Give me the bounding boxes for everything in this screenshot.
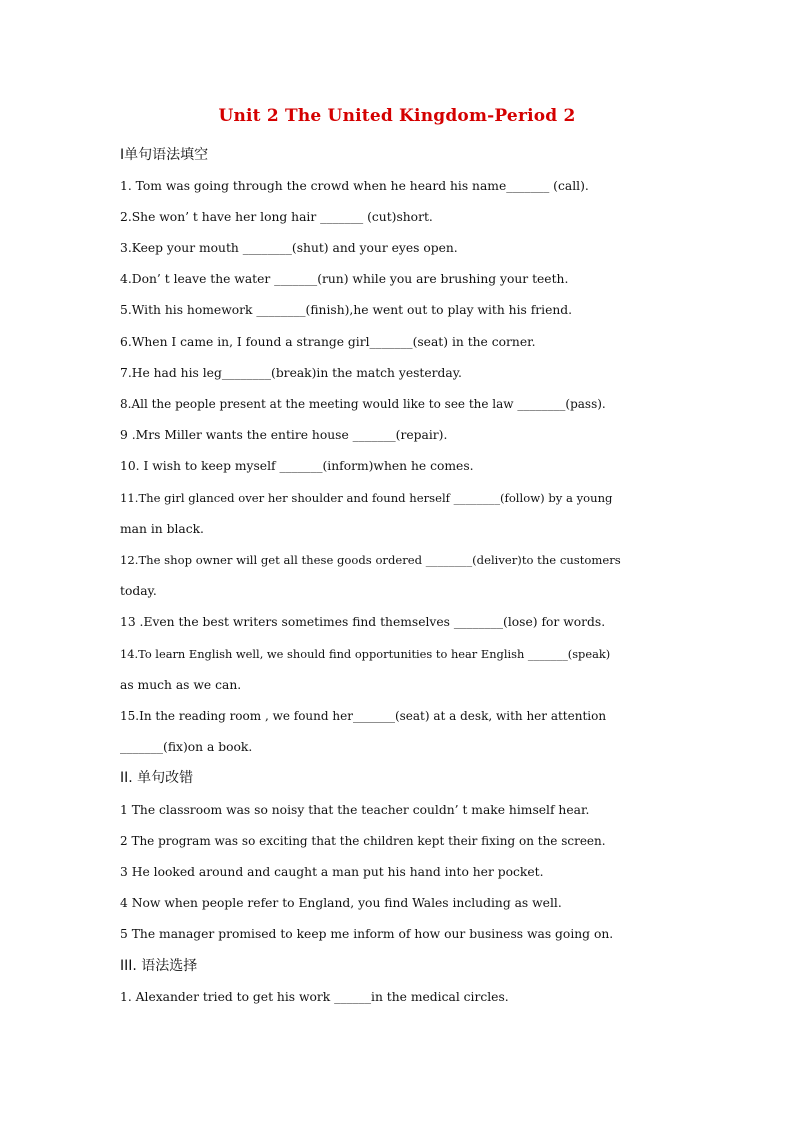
question-line: 7.He had his leg________(break)in the match yesterday. xyxy=(120,366,462,380)
question-line: 9 .Mrs Miller wants the entire house _______(repair). xyxy=(120,428,448,442)
correction-line: 3 He looked around and caught a man put his hand into her pocket. xyxy=(120,865,544,879)
section-heading-1: I单句语法填空 xyxy=(120,147,209,163)
question-line: 2.She won’ t have her long hair _______ (cut)short. xyxy=(120,210,433,224)
question-line: 15.In the reading room , we found her_______(seat) at a desk, with her attention xyxy=(120,709,607,723)
question-line: 5.With his homework ________(finish),he went out to play with his friend. xyxy=(120,303,573,317)
question-line: 12.The shop owner will get all these goods ordered ________(deliver)to the customers xyxy=(120,553,621,567)
correction-line: 4 Now when people refer to England, you find Wales including as well. xyxy=(120,896,562,910)
question-line: 3.Keep your mouth ________(shut) and your eyes open. xyxy=(120,241,458,255)
question-line: _______(fix)on a book. xyxy=(120,740,253,754)
question-line: 8.All the people present at the meeting would like to see the law ________(pass). xyxy=(120,397,606,411)
correction-line: 1 The classroom was so noisy that the teacher couldn’ t make himself hear. xyxy=(120,803,590,817)
choice-line: 1. Alexander tried to get his work ______in the medical circles. xyxy=(120,990,509,1004)
question-line: 10. I wish to keep myself _______(inform)when he comes. xyxy=(120,459,474,473)
section-heading-2: II. 单句改错 xyxy=(120,770,194,786)
correction-line: 2 The program was so exciting that the children kept their fixing on the screen. xyxy=(120,834,606,848)
question-line: today. xyxy=(120,584,157,598)
question-line: as much as we can. xyxy=(120,678,242,692)
question-line: 13 .Even the best writers sometimes find themselves ________(lose) for words. xyxy=(120,615,606,629)
question-line: 1. Tom was going through the crowd when he heard his name_______ (call). xyxy=(120,179,589,193)
question-line: 14.To learn English well, we should find opportunities to hear English _______(speak) xyxy=(120,647,611,661)
question-line: 4.Don’ t leave the water _______(run) while you are brushing your teeth. xyxy=(120,272,569,286)
question-line: 6.When I came in, I found a strange girl_______(seat) in the corner. xyxy=(120,335,536,349)
question-line: 11.The girl glanced over her shoulder and found herself ________(follow) by a young xyxy=(120,491,613,505)
question-line: man in black. xyxy=(120,522,204,536)
section-heading-3: III. 语法选择 xyxy=(120,958,198,974)
correction-line: 5 The manager promised to keep me inform of how our business was going on. xyxy=(120,927,614,941)
page-title: Unit 2 The United Kingdom-Period 2 xyxy=(218,106,576,126)
